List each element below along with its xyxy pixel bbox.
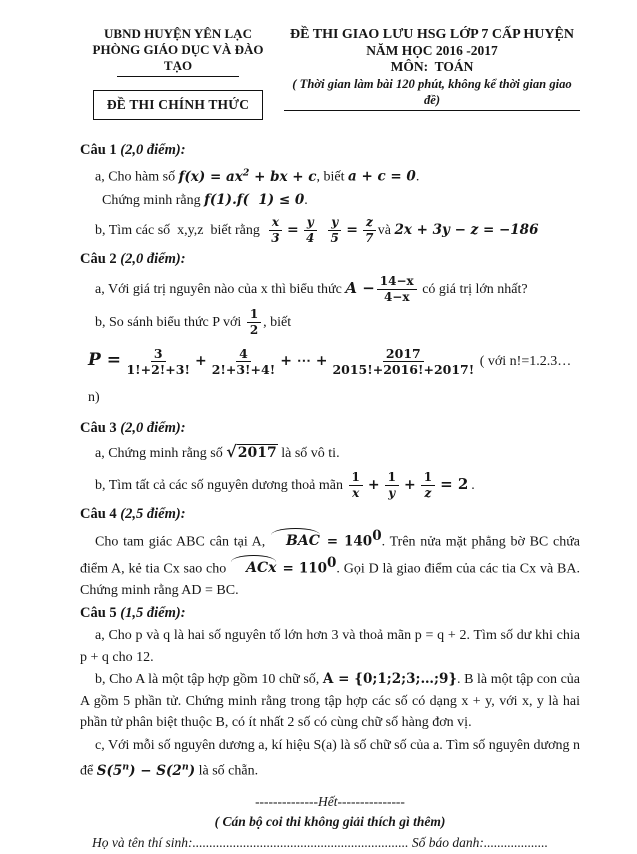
numerator: y [328,216,341,231]
text-run: b, Tìm tất cả các số nguyên dương thoả mãn [95,477,347,493]
registration-number-label: Số báo danh: [408,835,484,851]
department-name: PHÒNG GIÁO DỤC VÀ ĐÀO TẠO [92,42,264,73]
exponent: 2 [242,167,250,178]
q2-points: (2,0 điểm): [120,250,186,267]
fraction [126,347,190,376]
degree-exponent: 0 [327,554,337,571]
denominator: 2 [249,322,259,337]
denominator: 2015!+2016!+2017! [332,361,475,377]
denominator: 7 [365,230,374,245]
numerator: z [363,216,376,231]
numerator: 14−x [377,275,417,290]
q1-item-b [80,215,580,246]
fraction [332,347,474,376]
q5-title: Câu 5 [80,605,117,622]
plus-dots: + ⋯ + [280,352,328,369]
q1-item-a [80,162,580,188]
text-run: . [304,192,308,208]
factorial-note: ( với n!=1.2.3…n) [88,353,572,405]
candidate-name-line [80,832,580,854]
document-header [80,26,580,120]
text-run: Cho tam giác ABC cân tại A, [95,534,271,550]
math-run [97,763,195,779]
exponent: n [122,761,130,773]
denominator: 2!+3!+4! [211,361,276,377]
numerator: 4 [236,347,251,362]
q5-item-c [80,735,580,783]
text-run: a, Cho hàm số [95,169,179,185]
text-run: là số vô ti. [277,445,340,461]
math-run: ) − S(2 [129,762,182,779]
question-2 [80,249,580,416]
proctor-note: ( Cán bộ coi thi không giải thích gì thêm) [214,814,446,830]
q5-points: (1,5 điểm): [120,605,186,622]
angle-notation: ACx [230,558,277,580]
fraction [363,216,376,244]
header-right-block [276,26,580,120]
school-year: NĂM HỌC 2016 -2017 [366,43,498,58]
fraction [328,216,341,244]
equals-sign: = [287,221,299,238]
end-marker: --------------Hết--------------- [255,794,405,810]
text-run: . [415,169,420,185]
plus-sign: + [367,476,380,493]
math-run: 2x + 3y − z = −186 [394,221,539,238]
text-run: a, Với giá trị nguyên nào của x thì biểu thức [95,281,346,297]
fraction [212,347,276,376]
header-left-block [80,26,276,120]
q1-heading [80,140,580,161]
text-run: . Gọi D là giao điểm của các tia Cx và BA. Chứng minh rằng AD = BC. [80,561,580,598]
numerator: y [304,216,317,231]
q5-heading [80,603,580,624]
q2-heading [80,249,580,270]
q5-item-a: a, Cho p và q là hai số nguyên tố lớn hơn 3 và thoả mãn p = q + 2. Tìm số dư khi chia p + q cho 12. [80,628,580,665]
equals-sign: = [346,221,358,238]
numerator: x [269,216,282,231]
q1-points: (2,0 điểm): [120,142,186,158]
radical-sign: √ [226,441,237,461]
question-3 [80,418,580,501]
registration-number-blank: ................... [483,835,548,851]
denominator: 1!+2!+3! [126,361,190,377]
q3-item-b [80,469,580,501]
q2-item-a [80,273,580,305]
candidate-name-blank: ................................................................ [192,835,409,851]
q2-formula-p [80,342,580,416]
numerator: 1 [421,471,435,486]
q4-points: (2,5 điểm): [120,505,186,522]
question-5 [80,603,580,782]
text-run: a, Chứng minh rằng số [95,445,227,461]
math-run: A − [345,278,375,297]
denominator: 5 [330,230,339,245]
document-footer [80,792,580,854]
q2-title: Câu 2 [80,250,117,267]
numerator: 1 [385,471,399,486]
numerator: 3 [151,347,166,362]
text-run: . Trên nửa mặt phẳng bờ BC chứa điểm A, kẻ tia Cx sao cho [80,534,580,577]
subject-name: MÔN: TOÁN [390,59,474,74]
fraction [304,216,317,244]
math-run: a + c = 0 [348,168,416,185]
question-4 [80,504,580,602]
q4-heading [80,504,580,525]
math-run: f(x) = ax [178,168,243,185]
numerator: 1 [349,471,363,486]
text-run: b, So sánh biểu thức P với [95,314,245,330]
fraction [377,275,417,303]
math-run: ) [188,762,196,779]
text-run: . [471,477,475,493]
denominator: 4−x [383,289,410,304]
numerator: 2017 [383,347,424,362]
q5-item-b [80,669,580,734]
math-run [179,169,317,185]
q4-statement [80,526,580,602]
issuing-authority: UBND HUYỆN YÊN LẠC [104,26,252,41]
fraction [269,216,282,244]
math-run: = 140 [320,533,373,550]
time-limit-note: ( Thời gian làm bài 120 phút, không kể thời gian giao đề) [284,76,580,111]
fraction [421,471,435,499]
numerator: 1 [247,308,261,323]
official-exam-stamp: ĐỀ THI CHÍNH THỨC [93,90,263,120]
fraction [385,471,399,499]
text-run: và [377,222,395,238]
denominator: y [388,485,396,500]
denominator: 3 [271,230,280,245]
plus-sign: + [403,476,416,493]
q1-item-a2 [80,189,580,212]
denominator: x [352,485,360,500]
exam-title: ĐỀ THI GIAO LƯU HSG LỚP 7 CẤP HUYỆN [290,27,574,42]
radicand: 2017 [237,444,277,461]
math-run: S(5 [96,762,123,779]
square-root [226,440,277,465]
text-run: b, Cho A là một tập hợp gồm 10 chữ số, [95,672,323,688]
fraction [349,471,363,499]
text-run: . B là một tập con của A gồm 5 phần tử. Chứng minh rằng trong tập hợp các số có dạng x + y, với x, y là hai phần tử phân biệt thuộc B, có ít nhất 2 số có cùng chữ số hàng đơn vị. [80,672,581,731]
q3-title: Câu 3 [80,419,117,436]
q1-title: Câu 1 [80,142,117,158]
text-run: b, Tìm các số x,y,z biết rằng [95,222,264,238]
math-run: f(1).f( 1) ≤ 0 [204,191,305,208]
math-run: + bx + c [249,168,317,185]
text-run: , biết [263,314,292,330]
denominator: 4 [306,230,315,245]
text-run: Chứng minh rằng [102,192,205,208]
text-run: có giá trị lớn nhất? [418,281,528,297]
plus-sign: + [194,352,207,369]
text-run: c, Với mỗi số nguyên dương a, kí hiệu S(a) là số chữ số của a. Tìm số nguyên dương n để [80,737,581,779]
math-run: P = [88,349,121,370]
exponent: n [181,761,189,773]
q3-item-a [80,440,580,466]
denominator: z [424,485,432,500]
math-run: = 110 [277,560,328,577]
degree-exponent: 0 [372,527,382,544]
set-notation: A = {0;1;2;3;…;9} [322,671,458,688]
q2-item-b [80,308,580,338]
text-run: là số chẵn. [195,763,259,779]
fraction [247,308,261,336]
question-1 [80,140,580,246]
text-run: , biết [316,169,349,185]
candidate-name-label: Họ và tên thí sinh: [92,835,193,851]
equals-value: = 2 [440,474,469,493]
q3-heading [80,418,580,439]
angle-notation: BAC [270,531,321,553]
q3-points: (2,0 điểm): [120,419,186,436]
q4-title: Câu 4 [80,505,117,522]
